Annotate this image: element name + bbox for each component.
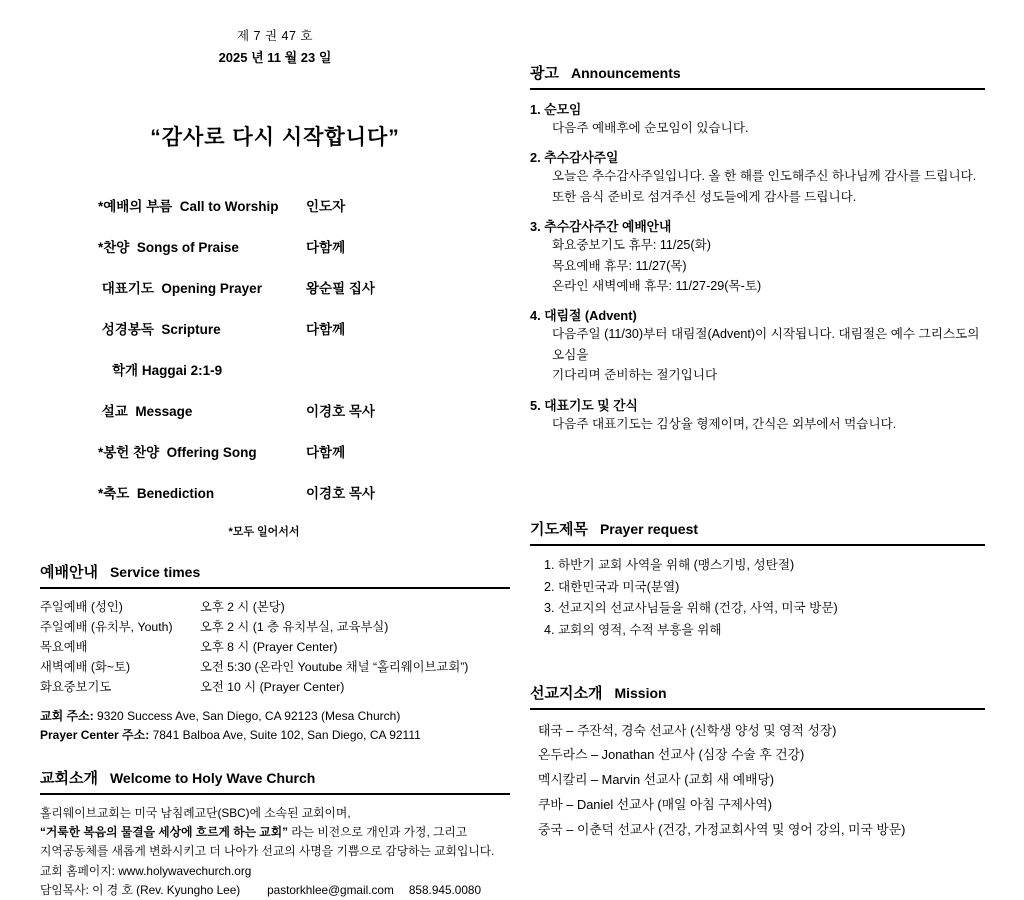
church-address-label: 교회 주소: — [40, 708, 94, 723]
order-row — [98, 441, 510, 461]
left-column — [40, 0, 510, 900]
order-item-leader: 이경호 목사 — [306, 404, 375, 420]
order-row — [98, 359, 510, 379]
announcement-line: 기다리며 준비하는 절기입니다 — [552, 368, 718, 383]
announcement-line: 목요예배 휴무: 11/27(목) — [552, 258, 687, 273]
order-item-leader: 인도자 — [306, 199, 346, 215]
divider — [530, 708, 985, 710]
church-intro-header-en: Welcome to Holy Wave Church — [109, 770, 316, 787]
intro-line-rest: 라는 비전으로 개인과 가정, 그리고 — [287, 825, 468, 840]
intro-line: 지역공동체를 새롭게 변화시키고 더 나아가 선교의 사명을 기쁨으로 감당하는 교회입니다. — [40, 844, 495, 859]
list-item: 온두라스 – Jonathan 선교사 (심장 수술 후 건강) — [538, 747, 805, 763]
announcements-header-en: Announcements — [570, 65, 681, 81]
announcements-header-ko: 광고 — [530, 65, 559, 82]
service-time: 오후 2 시 (본당) — [200, 600, 285, 615]
church-address-line — [40, 707, 510, 726]
service-time: 오전 10 시 (Prayer Center) — [200, 679, 345, 694]
announcements-list — [530, 99, 985, 434]
list-item: 1. 하반기 교회 사역을 위해 (맹스기빙, 성탄절) — [544, 557, 795, 572]
bulletin-date: 2025 년 11 월 23 일 — [218, 50, 332, 66]
order-item-leader: 다함께 — [306, 240, 346, 256]
announcement-body — [552, 166, 985, 207]
table-row — [40, 678, 510, 698]
mission-header-en: Mission — [614, 684, 667, 701]
prayer-center-address-line — [40, 726, 510, 745]
church-intro-header-ko: 교회소개 — [40, 770, 98, 788]
order-row — [98, 195, 510, 215]
order-item-leader: 왕순필 집사 — [306, 281, 375, 297]
order-item-name: *찬양 Songs of Praise — [98, 240, 239, 256]
list-item: 2. 대한민국과 미국(분열) — [544, 579, 680, 594]
order-item-name: *봉헌 찬양 Offering Song — [98, 445, 257, 461]
announcement-body — [552, 235, 985, 296]
service-time: 오후 2 시 (1 층 유치부실, 교육부실) — [200, 620, 389, 635]
prayer-center-address-value: 7841 Balboa Ave, Suite 102, San Diego, CA 92111 — [149, 728, 421, 743]
announcement-body — [552, 324, 985, 385]
masthead — [40, 0, 510, 69]
divider — [40, 793, 510, 795]
intro-line — [40, 823, 510, 842]
right-column — [530, 0, 985, 843]
scripture-reference: 학개 Haggai 2:1-9 — [112, 363, 223, 379]
order-row — [98, 236, 510, 256]
announcement-title: 4. 대림절 (Advent) — [530, 308, 637, 324]
order-item-name: *축도 Benediction — [98, 486, 215, 502]
order-item-name: 대표기도 Opening Prayer — [98, 281, 262, 297]
service-name: 새벽예배 (화~토) — [40, 660, 131, 675]
church-website: 교회 홈페이지: www.holywavechurch.org — [40, 863, 252, 878]
announcement-line: 다음주 대표기도는 김상율 형제이며, 간식은 외부에서 먹습니다. — [552, 416, 897, 431]
service-times-table — [40, 598, 510, 698]
list-item — [530, 147, 985, 207]
table-row — [40, 638, 510, 658]
divider — [530, 88, 985, 90]
service-times-header-en: Service times — [109, 564, 201, 581]
list-item — [530, 99, 985, 138]
church-intro-body — [40, 804, 510, 900]
list-item: 쿠바 – Daniel 선교사 (매일 아침 구제사역) — [538, 797, 772, 813]
announcement-line: 다음주 예배후에 순모임이 있습니다. — [552, 121, 749, 135]
address-block — [40, 707, 510, 745]
announcements-header — [530, 62, 985, 83]
service-time: 오전 5:30 (온라인 Youtube 채널 “홀리웨이브교회”) — [200, 660, 469, 675]
sermon-theme-title: “감사로 다시 시작합니다” — [150, 126, 400, 150]
service-name: 목요예배 — [40, 640, 88, 655]
order-footnote: *모두 일어서서 — [228, 526, 300, 539]
service-times-header-ko: 예배안내 — [40, 564, 98, 582]
order-item-leader: 이경호 목사 — [306, 486, 375, 502]
prayer-request-section — [530, 518, 985, 642]
table-row — [40, 598, 510, 618]
table-row — [40, 658, 510, 678]
announcement-title: 2. 추수감사주일 — [530, 150, 619, 166]
announcement-line: 화요중보기도 휴무: 11/25(화) — [552, 238, 711, 253]
prayer-request-header — [530, 518, 985, 539]
order-row — [98, 277, 510, 297]
announcement-body — [552, 118, 985, 138]
prayer-request-header-en: Prayer request — [599, 520, 699, 537]
mission-list — [538, 719, 985, 844]
mission-section — [530, 682, 985, 844]
announcement-line: 다음주일 (11/30)부터 대림절(Advent)이 시작됩니다. 대림절은 예수 그리스도의 오심을 — [552, 327, 980, 362]
service-times-header — [40, 561, 510, 582]
intro-line: 홀리웨이브교회는 미국 남침례교단(SBC)에 소속된 교회이며, — [40, 806, 351, 821]
list-item — [530, 395, 985, 434]
service-name: 주일예배 (성인) — [40, 600, 123, 615]
mission-header — [530, 682, 985, 703]
prayer-request-header-ko: 기도제목 — [530, 520, 588, 538]
church-address-value: 9320 Success Ave, San Diego, CA 92123 (Mesa Church) — [93, 708, 401, 723]
announcement-title: 5. 대표기도 및 간식 — [530, 397, 638, 413]
volume-issue: 제 7 권 47 호 — [237, 29, 313, 43]
list-item: 멕시칼리 – Marvin 선교사 (교회 새 예배당) — [538, 772, 775, 788]
announcement-line: 오늘은 추수감사주일입니다. 올 한 해를 인도해주신 하나님께 감사를 드립니다. — [552, 169, 977, 184]
service-name: 주일예배 (유치부, Youth) — [40, 620, 173, 635]
order-of-worship — [98, 195, 510, 539]
list-item: 중국 – 이춘덕 선교사 (건강, 가정교회사역 및 영어 강의, 미국 방문) — [538, 822, 906, 838]
order-row — [98, 400, 510, 420]
order-item-name: 성경봉독 Scripture — [98, 322, 221, 338]
order-item-name: *예배의 부름 Call to Worship — [98, 199, 279, 215]
announcement-line: 또한 음식 준비로 섬겨주신 성도들에게 감사를 드립니다. — [552, 189, 857, 204]
order-item-name: 설교 Message — [98, 404, 193, 420]
announcement-line: 온라인 새벽예배 휴무: 11/27-29(목-토) — [552, 278, 762, 293]
list-item — [530, 216, 985, 296]
list-item — [530, 305, 985, 385]
list-item: 4. 교회의 영적, 수적 부흥을 위해 — [544, 622, 722, 637]
announcement-title: 3. 추수감사주간 예배안내 — [530, 219, 672, 235]
mission-header-ko: 선교지소개 — [530, 684, 603, 702]
order-row — [98, 318, 510, 338]
announcement-title: 1. 순모임 — [530, 102, 582, 117]
divider — [530, 544, 985, 546]
announcements-section — [530, 62, 985, 434]
service-name: 화요중보기도 — [40, 679, 112, 694]
prayer-request-list — [544, 555, 985, 642]
order-row — [98, 482, 510, 502]
service-time: 오후 8 시 (Prayer Center) — [200, 640, 338, 655]
service-times-section — [40, 561, 510, 745]
order-item-leader: 다함께 — [306, 445, 346, 461]
church-intro-section — [40, 767, 510, 900]
order-item-leader: 다함께 — [306, 322, 346, 338]
announcement-body — [552, 414, 985, 434]
list-item: 3. 선교지의 선교사님들을 위해 (건강, 사역, 미국 방문) — [544, 601, 838, 616]
prayer-center-address-label: Prayer Center 주소: — [40, 728, 150, 743]
church-intro-header — [40, 767, 510, 788]
list-item: 태국 – 주잔석, 경숙 선교사 (신학생 양성 및 영적 성장) — [538, 722, 837, 738]
divider — [40, 587, 510, 589]
church-vision-statement: “거룩한 복음의 물결을 세상에 흐르게 하는 교회” — [40, 825, 288, 840]
table-row — [40, 618, 510, 638]
pastor-contact: 담임목사: 이 경 호 (Rev. Kyungho Lee) pastorkhlee@gmail.com 858.945.0080 — [40, 882, 482, 897]
